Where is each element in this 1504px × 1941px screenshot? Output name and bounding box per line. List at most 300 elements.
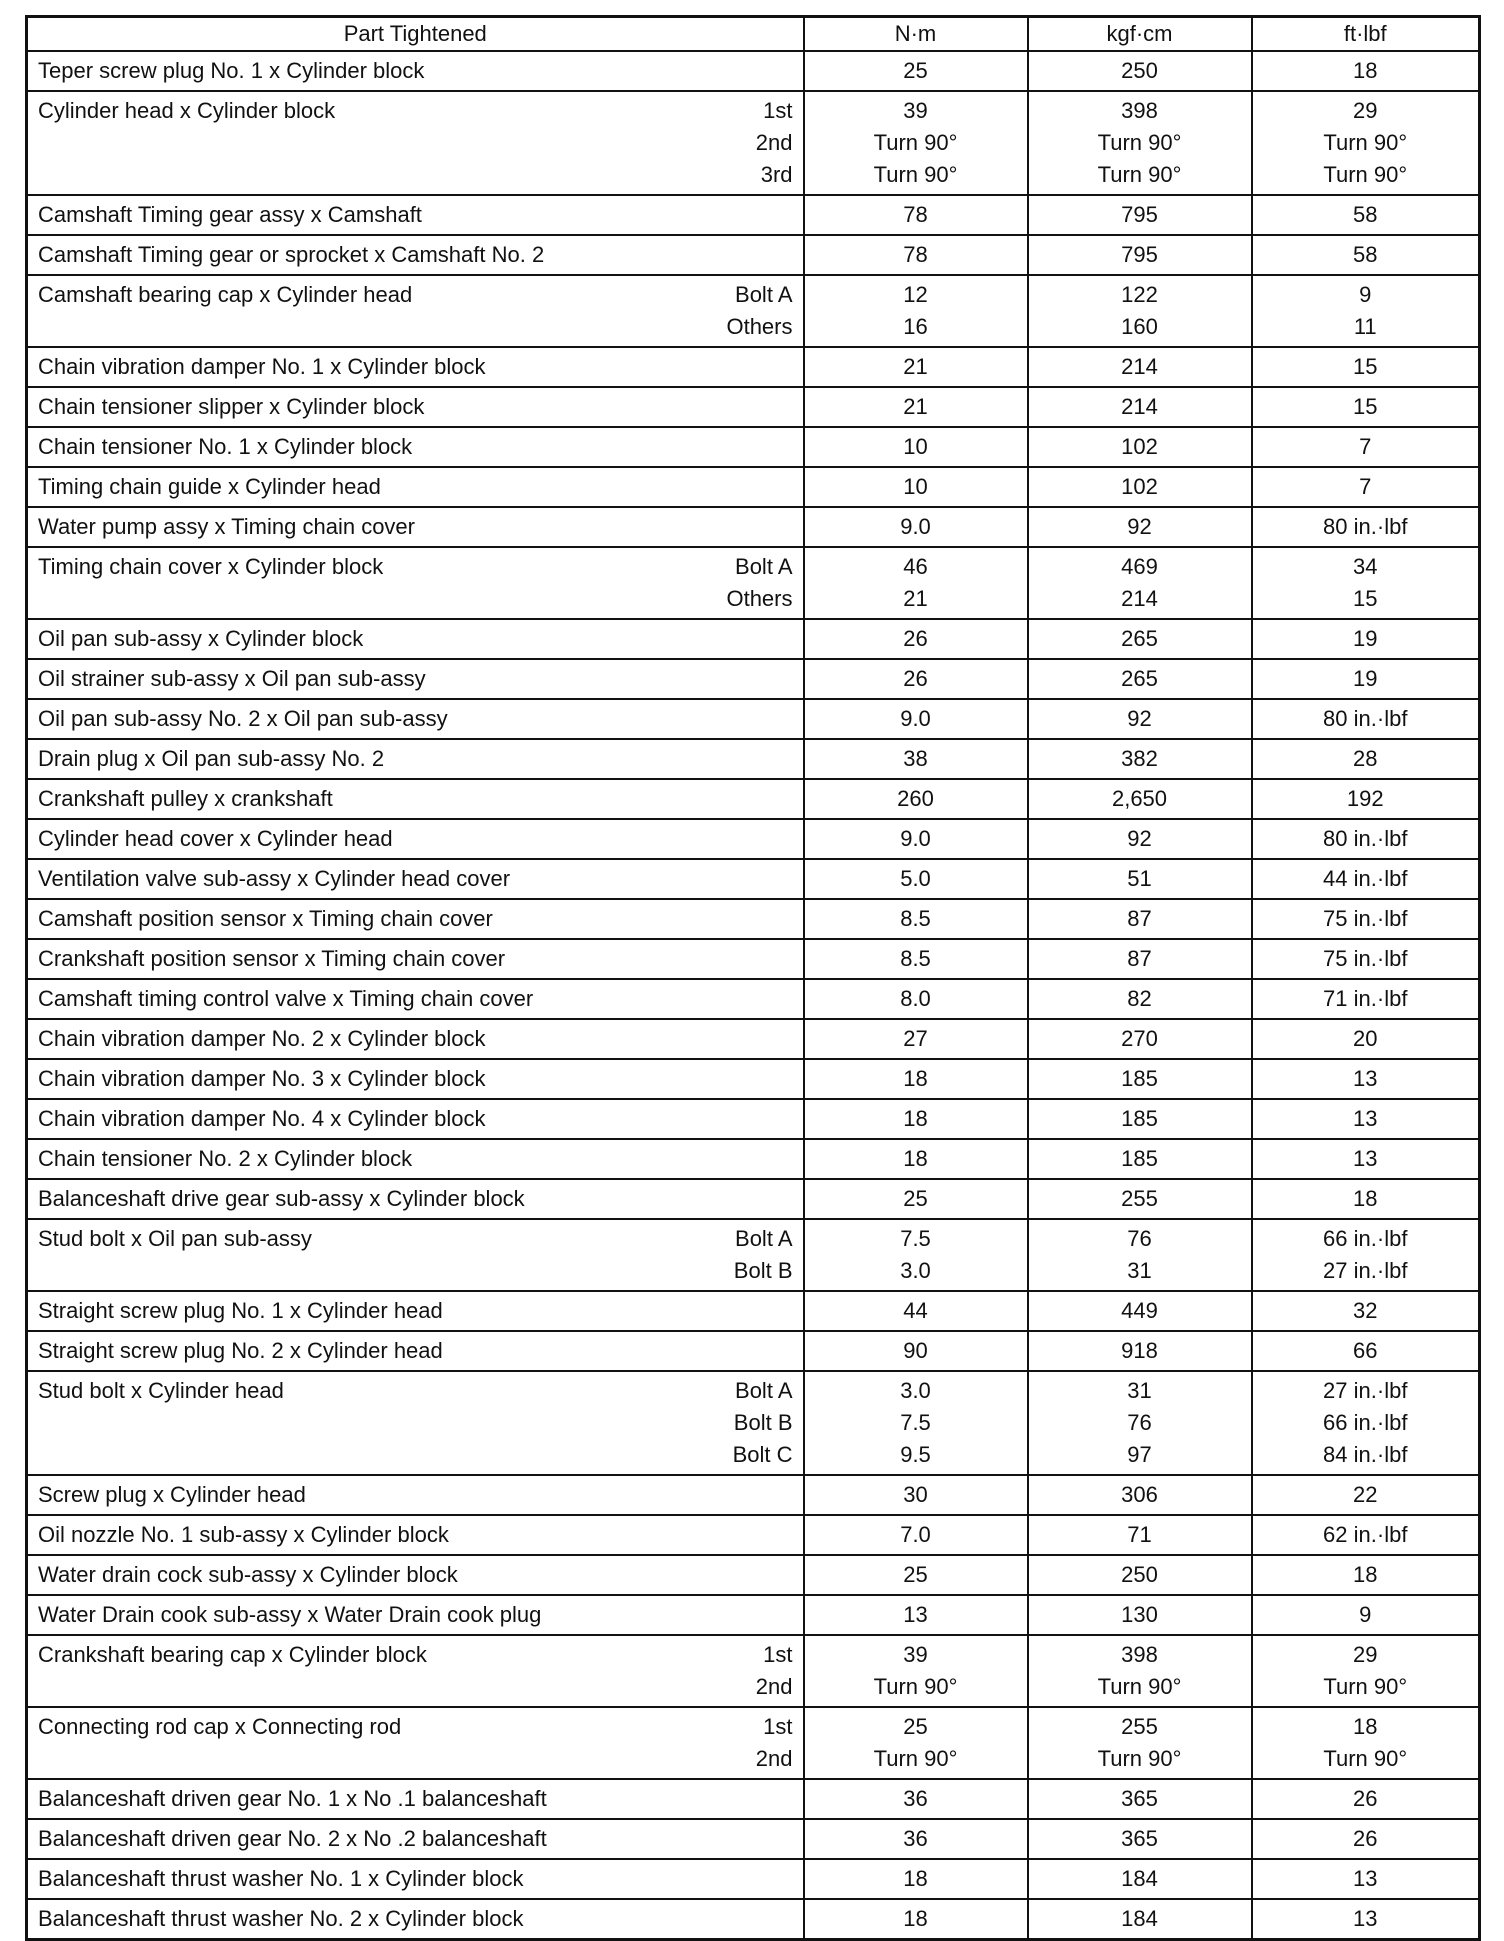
ft-lbf-value: 44 in.·lbf <box>1323 866 1408 891</box>
nm-value: Turn 90° <box>873 1746 958 1771</box>
table-row <box>27 1515 1480 1555</box>
table-row <box>27 1291 1480 1331</box>
kgf-cm-value: 87 <box>1127 906 1152 931</box>
part-name: Oil pan sub-assy x Cylinder block <box>38 626 364 651</box>
ft-lbf-value: 7 <box>1359 474 1372 499</box>
part-cell <box>27 1595 804 1635</box>
table-row <box>27 1219 1480 1291</box>
part-cell <box>27 1059 804 1099</box>
ft-lbf-value: 19 <box>1353 666 1378 691</box>
nm-value: 78 <box>903 242 928 267</box>
table-row <box>27 235 1480 275</box>
step-label: Bolt A <box>735 554 793 579</box>
kgf-cm-value: 382 <box>1121 746 1158 771</box>
kgf-cm-value: 795 <box>1121 202 1158 227</box>
nm-value-cell <box>804 1019 1028 1059</box>
nm-value: 18 <box>903 1906 928 1931</box>
nm-value: 21 <box>903 394 928 419</box>
table-row <box>27 467 1480 507</box>
kgf-cm-value: Turn 90° <box>1097 1746 1182 1771</box>
kgf-cm-value-cell <box>1028 1059 1252 1099</box>
part-name: Cylinder head cover x Cylinder head <box>38 826 393 851</box>
part-cell <box>27 51 804 91</box>
table-row <box>27 51 1480 91</box>
kgf-cm-value: 31 <box>1127 1258 1152 1283</box>
kgf-cm-value: 184 <box>1121 1906 1158 1931</box>
nm-value: 39 <box>903 98 928 123</box>
nm-value-cell <box>804 979 1028 1019</box>
ft-lbf-value: Turn 90° <box>1323 1746 1408 1771</box>
kgf-cm-value-cell <box>1028 1555 1252 1595</box>
ft-lbf-value: 13 <box>1353 1146 1378 1171</box>
nm-value: 21 <box>903 354 928 379</box>
part-name: Balanceshaft thrust washer No. 1 x Cylinder block <box>38 1866 524 1891</box>
kgf-cm-value: 92 <box>1127 826 1152 851</box>
part-cell <box>27 507 804 547</box>
ft-lbf-value-cell <box>1252 1371 1480 1475</box>
nm-value: 26 <box>903 626 928 651</box>
nm-value: 9.0 <box>900 826 931 851</box>
nm-value-cell <box>804 1899 1028 1940</box>
ft-lbf-value-cell <box>1252 899 1480 939</box>
part-name: Camshaft bearing cap x Cylinder head <box>38 282 413 307</box>
kgf-cm-value-cell <box>1028 427 1252 467</box>
ft-lbf-value: 62 in.·lbf <box>1323 1522 1408 1547</box>
part-name: Crankshaft pulley x crankshaft <box>38 786 333 811</box>
ft-lbf-value: 26 <box>1353 1786 1378 1811</box>
kgf-cm-value: 2,650 <box>1111 786 1168 811</box>
table-row <box>27 619 1480 659</box>
ft-lbf-value: 29 <box>1353 1642 1378 1667</box>
nm-value: 3.0 <box>900 1378 931 1403</box>
part-name: Camshaft position sensor x Timing chain cover <box>38 906 493 931</box>
kgf-cm-value-cell <box>1028 1019 1252 1059</box>
ft-lbf-value: 27 in.·lbf <box>1323 1378 1408 1403</box>
part-cell <box>27 1099 804 1139</box>
kgf-cm-value: 265 <box>1121 626 1158 651</box>
kgf-cm-value-cell <box>1028 1371 1252 1475</box>
table-row <box>27 779 1480 819</box>
part-cell <box>27 91 804 195</box>
part-cell <box>27 659 804 699</box>
part-name: Screw plug x Cylinder head <box>38 1482 306 1507</box>
ft-lbf-value: 13 <box>1353 1106 1378 1131</box>
nm-value: 7.5 <box>900 1226 931 1251</box>
nm-value: 78 <box>903 202 928 227</box>
kgf-cm-value: 214 <box>1121 354 1158 379</box>
ft-lbf-value: 80 in.·lbf <box>1323 706 1408 731</box>
ft-lbf-value: Turn 90° <box>1323 130 1408 155</box>
header-kgf-cm: kgf·cm <box>1028 17 1252 52</box>
part-name: Balanceshaft driven gear No. 2 x No .2 balanceshaft <box>38 1826 547 1851</box>
kgf-cm-value: 270 <box>1121 1026 1158 1051</box>
kgf-cm-value-cell <box>1028 699 1252 739</box>
ft-lbf-value-cell <box>1252 91 1480 195</box>
nm-value-cell <box>804 1099 1028 1139</box>
nm-value-cell <box>804 1291 1028 1331</box>
table-body <box>27 51 1480 1940</box>
kgf-cm-value-cell <box>1028 1899 1252 1940</box>
ft-lbf-value: 26 <box>1353 1826 1378 1851</box>
nm-value-cell <box>804 195 1028 235</box>
table-row <box>27 275 1480 347</box>
nm-value: 21 <box>903 586 928 611</box>
nm-value-cell <box>804 899 1028 939</box>
kgf-cm-value-cell <box>1028 1475 1252 1515</box>
nm-value-cell <box>804 1707 1028 1779</box>
nm-value: 9.0 <box>900 514 931 539</box>
kgf-cm-value: 365 <box>1121 1786 1158 1811</box>
part-name: Stud bolt x Cylinder head <box>38 1378 284 1403</box>
part-cell <box>27 547 804 619</box>
kgf-cm-value: 185 <box>1121 1106 1158 1131</box>
table-row <box>27 1779 1480 1819</box>
part-name: Balanceshaft thrust washer No. 2 x Cylinder block <box>38 1906 524 1931</box>
table-row <box>27 1595 1480 1635</box>
nm-value: 44 <box>903 1298 928 1323</box>
part-name: Chain tensioner No. 1 x Cylinder block <box>38 434 413 459</box>
nm-value-cell <box>804 939 1028 979</box>
ft-lbf-value: 15 <box>1353 586 1378 611</box>
kgf-cm-value-cell <box>1028 1635 1252 1707</box>
nm-value-cell <box>804 739 1028 779</box>
ft-lbf-value-cell <box>1252 1779 1480 1819</box>
nm-value-cell <box>804 1515 1028 1555</box>
part-cell <box>27 1331 804 1371</box>
kgf-cm-value-cell <box>1028 547 1252 619</box>
nm-value: 25 <box>903 1186 928 1211</box>
ft-lbf-value: Turn 90° <box>1323 162 1408 187</box>
part-cell <box>27 1635 804 1707</box>
ft-lbf-value: 66 in.·lbf <box>1323 1410 1408 1435</box>
nm-value-cell <box>804 1139 1028 1179</box>
table-row <box>27 1019 1480 1059</box>
nm-value: 7.0 <box>900 1522 931 1547</box>
kgf-cm-value-cell <box>1028 1291 1252 1331</box>
nm-value: Turn 90° <box>873 1674 958 1699</box>
nm-value: 30 <box>903 1482 928 1507</box>
part-cell <box>27 1899 804 1940</box>
nm-value: 260 <box>897 786 934 811</box>
kgf-cm-value-cell <box>1028 235 1252 275</box>
ft-lbf-value-cell <box>1252 275 1480 347</box>
part-cell <box>27 1019 804 1059</box>
nm-value-cell <box>804 235 1028 275</box>
part-cell <box>27 1475 804 1515</box>
ft-lbf-value-cell <box>1252 1331 1480 1371</box>
ft-lbf-value: 13 <box>1353 1866 1378 1891</box>
step-label: Bolt A <box>735 282 793 307</box>
kgf-cm-value: 250 <box>1121 58 1158 83</box>
nm-value: 8.5 <box>900 906 931 931</box>
ft-lbf-value: 32 <box>1353 1298 1378 1323</box>
nm-value-cell <box>804 1859 1028 1899</box>
kgf-cm-value-cell <box>1028 619 1252 659</box>
ft-lbf-value-cell <box>1252 1059 1480 1099</box>
ft-lbf-value: 27 in.·lbf <box>1323 1258 1408 1283</box>
table-row <box>27 699 1480 739</box>
step-label: 3rd <box>760 162 793 187</box>
kgf-cm-value-cell <box>1028 387 1252 427</box>
part-cell <box>27 699 804 739</box>
table-row <box>27 1139 1480 1179</box>
part-cell <box>27 235 804 275</box>
table-row <box>27 659 1480 699</box>
kgf-cm-value-cell <box>1028 507 1252 547</box>
header-ft-lbf: ft·lbf <box>1252 17 1480 52</box>
kgf-cm-value: Turn 90° <box>1097 1674 1182 1699</box>
kgf-cm-value: 160 <box>1121 314 1158 339</box>
step-label: Bolt B <box>733 1258 793 1283</box>
part-name: Straight screw plug No. 2 x Cylinder head <box>38 1338 443 1363</box>
nm-value: 26 <box>903 666 928 691</box>
part-cell <box>27 779 804 819</box>
part-cell <box>27 1859 804 1899</box>
part-cell <box>27 739 804 779</box>
ft-lbf-value: 80 in.·lbf <box>1323 514 1408 539</box>
step-label: Bolt A <box>735 1378 793 1403</box>
part-cell <box>27 1779 804 1819</box>
ft-lbf-value: Turn 90° <box>1323 1674 1408 1699</box>
part-name: Connecting rod cap x Connecting rod <box>38 1714 402 1739</box>
nm-value: 5.0 <box>900 866 931 891</box>
part-name: Camshaft Timing gear assy x Camshaft <box>38 202 422 227</box>
part-cell <box>27 1179 804 1219</box>
kgf-cm-value-cell <box>1028 859 1252 899</box>
ft-lbf-value: 20 <box>1353 1026 1378 1051</box>
nm-value: 18 <box>903 1106 928 1131</box>
part-cell <box>27 899 804 939</box>
step-label: Bolt B <box>733 1410 793 1435</box>
nm-value-cell <box>804 1371 1028 1475</box>
kgf-cm-value-cell <box>1028 819 1252 859</box>
part-name: Oil pan sub-assy No. 2 x Oil pan sub-assy <box>38 706 448 731</box>
nm-value-cell <box>804 507 1028 547</box>
kgf-cm-value: 255 <box>1121 1714 1158 1739</box>
nm-value: 36 <box>903 1826 928 1851</box>
nm-value-cell <box>804 387 1028 427</box>
kgf-cm-value: 102 <box>1121 474 1158 499</box>
kgf-cm-value-cell <box>1028 739 1252 779</box>
nm-value-cell <box>804 275 1028 347</box>
kgf-cm-value: 122 <box>1121 282 1158 307</box>
part-name: Oil strainer sub-assy x Oil pan sub-assy <box>38 666 426 691</box>
kgf-cm-value-cell <box>1028 51 1252 91</box>
table-row <box>27 1371 1480 1475</box>
part-cell <box>27 467 804 507</box>
kgf-cm-value: 469 <box>1121 554 1158 579</box>
table-row <box>27 1555 1480 1595</box>
kgf-cm-value-cell <box>1028 979 1252 1019</box>
table-row <box>27 1331 1480 1371</box>
part-name: Stud bolt x Oil pan sub-assy <box>38 1226 312 1251</box>
ft-lbf-value-cell <box>1252 1219 1480 1291</box>
kgf-cm-value-cell <box>1028 779 1252 819</box>
kgf-cm-value: 795 <box>1121 242 1158 267</box>
ft-lbf-value: 9 <box>1359 1602 1372 1627</box>
ft-lbf-value: 29 <box>1353 98 1378 123</box>
part-cell <box>27 859 804 899</box>
ft-lbf-value-cell <box>1252 1707 1480 1779</box>
ft-lbf-value: 15 <box>1353 394 1378 419</box>
ft-lbf-value: 34 <box>1353 554 1378 579</box>
table-row <box>27 1635 1480 1707</box>
nm-value-cell <box>804 1779 1028 1819</box>
kgf-cm-value-cell <box>1028 1219 1252 1291</box>
kgf-cm-value-cell <box>1028 1779 1252 1819</box>
ft-lbf-value: 75 in.·lbf <box>1323 906 1408 931</box>
nm-value: 27 <box>903 1026 928 1051</box>
table-row <box>27 939 1480 979</box>
ft-lbf-value: 80 in.·lbf <box>1323 826 1408 851</box>
ft-lbf-value-cell <box>1252 1859 1480 1899</box>
part-name: Water Drain cook sub-assy x Water Drain cook plug <box>38 1602 542 1627</box>
ft-lbf-value-cell <box>1252 1555 1480 1595</box>
nm-value-cell <box>804 779 1028 819</box>
part-name: Straight screw plug No. 1 x Cylinder head <box>38 1298 443 1323</box>
part-name: Ventilation valve sub-assy x Cylinder head cover <box>38 866 511 891</box>
nm-value: 9.0 <box>900 706 931 731</box>
nm-value: 16 <box>903 314 928 339</box>
ft-lbf-value-cell <box>1252 507 1480 547</box>
nm-value: 36 <box>903 1786 928 1811</box>
kgf-cm-value: 97 <box>1127 1442 1152 1467</box>
kgf-cm-value: 306 <box>1121 1482 1158 1507</box>
kgf-cm-value: 92 <box>1127 706 1152 731</box>
kgf-cm-value: 92 <box>1127 514 1152 539</box>
ft-lbf-value-cell <box>1252 1139 1480 1179</box>
kgf-cm-value-cell <box>1028 1819 1252 1859</box>
part-cell <box>27 195 804 235</box>
part-name: Camshaft Timing gear or sprocket x Camshaft No. 2 <box>38 242 545 267</box>
kgf-cm-value: 185 <box>1121 1066 1158 1091</box>
ft-lbf-value: 28 <box>1353 746 1378 771</box>
part-name: Chain tensioner slipper x Cylinder block <box>38 394 425 419</box>
part-cell <box>27 1371 804 1475</box>
table-row <box>27 387 1480 427</box>
kgf-cm-value: 82 <box>1127 986 1152 1011</box>
ft-lbf-value: 58 <box>1353 242 1378 267</box>
step-label: 1st <box>763 1642 793 1667</box>
nm-value: 25 <box>903 1714 928 1739</box>
part-name: Cylinder head x Cylinder block <box>38 98 336 123</box>
ft-lbf-value-cell <box>1252 1291 1480 1331</box>
ft-lbf-value: 11 <box>1353 314 1377 339</box>
nm-value-cell <box>804 1059 1028 1099</box>
ft-lbf-value: 71 in.·lbf <box>1323 986 1408 1011</box>
table-row <box>27 195 1480 235</box>
nm-value: 18 <box>903 1146 928 1171</box>
ft-lbf-value: 192 <box>1346 786 1384 811</box>
table-row <box>27 547 1480 619</box>
table-row <box>27 739 1480 779</box>
ft-lbf-value-cell <box>1252 1179 1480 1219</box>
ft-lbf-value: 22 <box>1353 1482 1378 1507</box>
nm-value: 25 <box>903 58 928 83</box>
nm-value-cell <box>804 659 1028 699</box>
ft-lbf-value: 18 <box>1353 1562 1378 1587</box>
kgf-cm-value: 102 <box>1121 434 1158 459</box>
part-name: Chain vibration damper No. 3 x Cylinder block <box>38 1066 486 1091</box>
nm-value: 90 <box>903 1338 928 1363</box>
part-name: Chain vibration damper No. 4 x Cylinder block <box>38 1106 486 1131</box>
part-name: Chain vibration damper No. 1 x Cylinder block <box>38 354 486 379</box>
ft-lbf-value: 18 <box>1353 58 1378 83</box>
nm-value: 39 <box>903 1642 928 1667</box>
step-label: 1st <box>763 98 793 123</box>
step-label: 2nd <box>755 1746 793 1771</box>
part-name: Water pump assy x Timing chain cover <box>38 514 415 539</box>
kgf-cm-value: 398 <box>1121 1642 1158 1667</box>
kgf-cm-value: 184 <box>1121 1866 1158 1891</box>
ft-lbf-value-cell <box>1252 739 1480 779</box>
part-cell <box>27 1139 804 1179</box>
ft-lbf-value: 13 <box>1353 1066 1378 1091</box>
part-name: Balanceshaft driven gear No. 1 x No .1 balanceshaft <box>38 1786 547 1811</box>
part-cell <box>27 275 804 347</box>
part-name: Chain tensioner No. 2 x Cylinder block <box>38 1146 413 1171</box>
kgf-cm-value-cell <box>1028 195 1252 235</box>
nm-value: 9.5 <box>900 1442 931 1467</box>
ft-lbf-value-cell <box>1252 1819 1480 1859</box>
ft-lbf-value-cell <box>1252 1899 1480 1940</box>
ft-lbf-value-cell <box>1252 1595 1480 1635</box>
step-label: 1st <box>763 1714 793 1739</box>
ft-lbf-value: 18 <box>1353 1186 1378 1211</box>
ft-lbf-value-cell <box>1252 235 1480 275</box>
nm-value-cell <box>804 1475 1028 1515</box>
kgf-cm-value-cell <box>1028 1515 1252 1555</box>
kgf-cm-value-cell <box>1028 1707 1252 1779</box>
nm-value-cell <box>804 347 1028 387</box>
kgf-cm-value: 51 <box>1127 866 1152 891</box>
kgf-cm-value: 214 <box>1121 586 1158 611</box>
kgf-cm-value: 71 <box>1127 1522 1152 1547</box>
nm-value-cell <box>804 699 1028 739</box>
nm-value-cell <box>804 1635 1028 1707</box>
part-name: Drain plug x Oil pan sub-assy No. 2 <box>38 746 385 771</box>
ft-lbf-value-cell <box>1252 659 1480 699</box>
kgf-cm-value-cell <box>1028 939 1252 979</box>
step-label: 2nd <box>755 1674 793 1699</box>
nm-value: 3.0 <box>900 1258 931 1283</box>
kgf-cm-value: 918 <box>1121 1338 1158 1363</box>
step-label: 2nd <box>755 130 793 155</box>
nm-value: 25 <box>903 1562 928 1587</box>
table-row <box>27 1899 1480 1940</box>
table-row <box>27 1059 1480 1099</box>
ft-lbf-value: 15 <box>1353 354 1378 379</box>
header-part-tightened: Part Tightened <box>27 17 804 52</box>
kgf-cm-value-cell <box>1028 1179 1252 1219</box>
ft-lbf-value: 66 in.·lbf <box>1323 1226 1408 1251</box>
nm-value: 12 <box>903 282 928 307</box>
kgf-cm-value: 265 <box>1121 666 1158 691</box>
part-name: Balanceshaft drive gear sub-assy x Cylinder block <box>38 1186 525 1211</box>
kgf-cm-value-cell <box>1028 275 1252 347</box>
kgf-cm-value-cell <box>1028 467 1252 507</box>
table-row <box>27 427 1480 467</box>
kgf-cm-value: 250 <box>1121 1562 1158 1587</box>
nm-value: 8.0 <box>900 986 931 1011</box>
part-name: Crankshaft bearing cap x Cylinder block <box>38 1642 427 1667</box>
ft-lbf-value-cell <box>1252 467 1480 507</box>
ft-lbf-value-cell <box>1252 195 1480 235</box>
ft-lbf-value: 19 <box>1353 626 1378 651</box>
part-name: Camshaft timing control valve x Timing chain cover <box>38 986 534 1011</box>
part-cell <box>27 939 804 979</box>
table-row <box>27 819 1480 859</box>
